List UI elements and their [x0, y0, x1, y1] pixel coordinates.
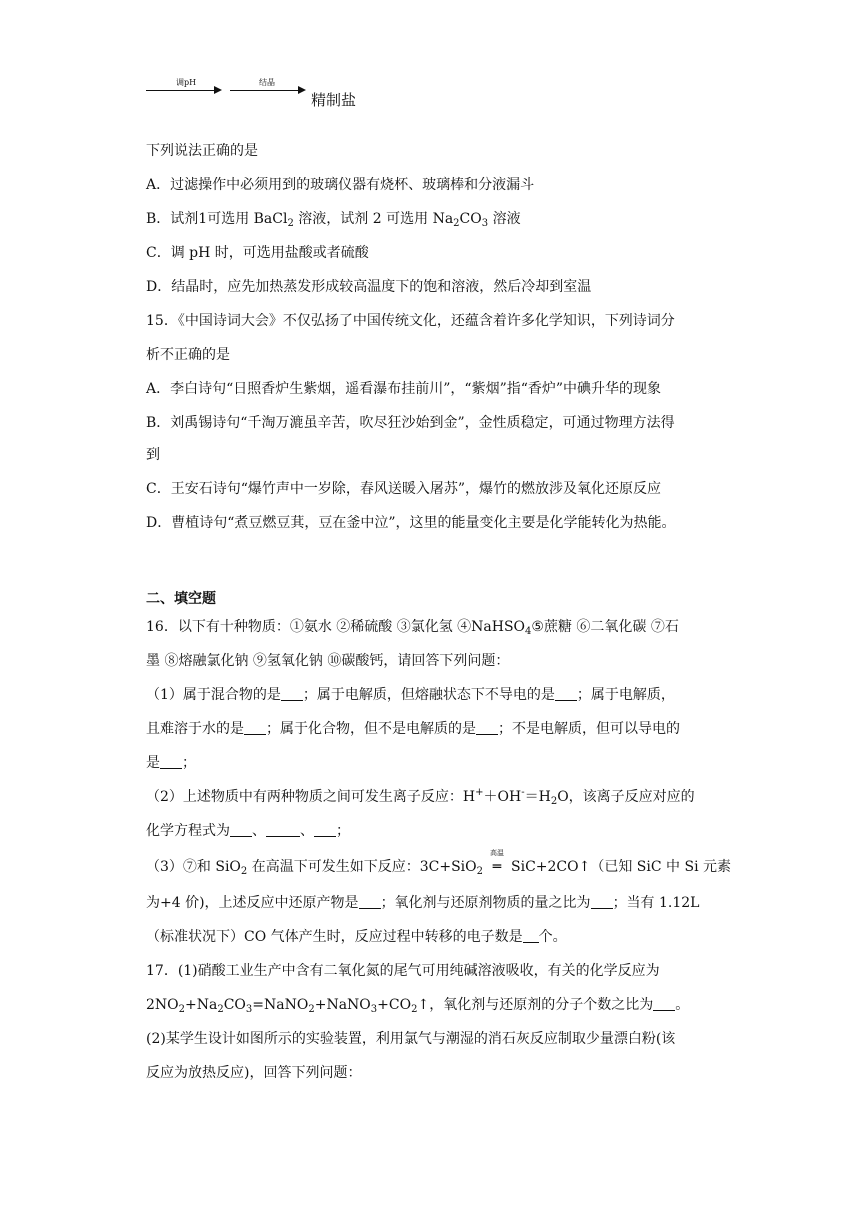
answer-blank — [653, 996, 675, 1011]
q14-stem: 下列说法正确的是 — [146, 143, 258, 159]
q15-option-c: C．王安石诗句“爆竹声中一岁除，春风送暖入屠苏”，爆竹的燃放涉及氧化还原反应 — [146, 481, 662, 497]
answer-blank — [359, 894, 381, 909]
q15-option-b-line1: B．刘禹锡诗句“千淘万漉虽辛苦，吹尽狂沙始到金”，金性质稳定，可通过物理方法得 — [146, 415, 675, 431]
flow-product: 精制盐 — [311, 91, 357, 109]
answer-blank — [244, 720, 266, 735]
answer-blank — [266, 822, 300, 837]
q15-stem-line1: 15．《中国诗词大会》不仅弘扬了中国传统文化，还蕴含着许多化学知识，下列诗词分 — [146, 313, 675, 329]
flow-arrow-2 — [230, 90, 304, 91]
answer-blank — [160, 754, 182, 769]
answer-blank — [523, 928, 539, 943]
q16-part3-line3: （标准状况下）CO 气体产生时，反应过程中转移的电子数是 个。 — [146, 929, 567, 945]
flow-step2-label: 结晶 — [259, 78, 275, 87]
q15-stem-line2: 析不正确的是 — [146, 347, 230, 363]
q16-part3-line1: （3）⑦和 SiO$_2$ 在高温下可发生如下反应：3C+SiO$_2$ 高温 ═ SiC+2CO↑（已知 SiC 中 Si 元素 — [146, 849, 732, 877]
flow-step1-label: 调pH — [176, 78, 197, 87]
q16-stem-line2: 墨 ⑧熔融氯化钠 ⑨氢氧化钠 ⑩碳酸钙，请回答下列问题： — [146, 653, 510, 669]
q17-line3: (2)某学生设计如图所示的实验装置，利用氯气与潮湿的消石灰反应制取少量漂白粉(该 — [146, 1031, 676, 1047]
q16-part1-line3: 是 ； — [146, 755, 196, 771]
q16-part2-line2: 化学方程式为 、 、 ； — [146, 823, 350, 839]
reaction-condition: 高温 ═ — [490, 849, 505, 875]
answer-blank — [591, 894, 613, 909]
q16-part2-line1: （2）上述物质中有两种物质之间可发生离子反应：$H^++OH^-=H_2O$，该离子反应对应的 — [146, 787, 695, 807]
q14-option-c: C．调 pH 时，可选用盐酸或者硫酸 — [146, 245, 369, 261]
q16-part1-line2: 且难溶于水的是 ；属于化合物，但不是电解质的是 ；不是电解质，但可以导电的 — [146, 721, 680, 737]
q16-part1-line1: （1）属于混合物的是 ；属于电解质，但熔融状态下不导电的是 ；属于电解质， — [146, 687, 675, 703]
q14-option-b: B．试剂1可选用 BaCl$_2$ 溶液，试剂 2 可选用 $Na_2CO_3$ 溶液 — [146, 211, 521, 229]
answer-blank — [281, 686, 303, 701]
q17-line2: $2NO_2+Na_2CO_3=NaNO_2+NaNO_3+CO_2↑$，氧化剂与还原剂的分子个数之比为 。 — [146, 997, 690, 1015]
answer-blank — [230, 822, 252, 837]
q15-option-b-line2: 到 — [146, 447, 160, 463]
q16-part3-line2: 为+4 价)，上述反应中还原产物是 ；氧化剂与还原剂物质的量之比为 ；当有 1.12L — [146, 895, 700, 911]
q15-option-d: D．曹植诗句“煮豆燃豆萁，豆在釜中泣”，这里的能量变化主要是化学能转化为热能。 — [146, 515, 676, 531]
q14-option-d: D．结晶时，应先加热蒸发形成较高温度下的饱和溶液，然后冷却到室温 — [146, 279, 592, 295]
answer-blank — [476, 720, 498, 735]
section-title: 二、填空题 — [146, 591, 216, 607]
q17-line4: 反应为放热反应)，回答下列问题： — [146, 1065, 362, 1081]
answer-blank — [314, 822, 336, 837]
q16-stem-line1: 16．以下有十种物质：①氨水 ②稀硫酸 ③氯化氢 ④NaHSO$_4$⑤蔗糖 ⑥二氧化碳 ⑦石 — [146, 619, 679, 637]
q15-option-a: A．李白诗句“日照香炉生紫烟，遥看瀑布挂前川”，“紫烟”指“香炉”中碘升华的现象 — [146, 381, 662, 397]
flow-arrow-1 — [146, 90, 220, 91]
q14-option-a: A．过滤操作中必须用到的玻璃仪器有烧杯、玻璃棒和分液漏斗 — [146, 177, 535, 193]
answer-blank — [555, 686, 577, 701]
process-flow — [146, 76, 406, 116]
q17-line1: 17．(1)硝酸工业生产中含有二氧化氮的尾气可用纯碱溶液吸收，有关的化学反应为 — [146, 963, 660, 979]
